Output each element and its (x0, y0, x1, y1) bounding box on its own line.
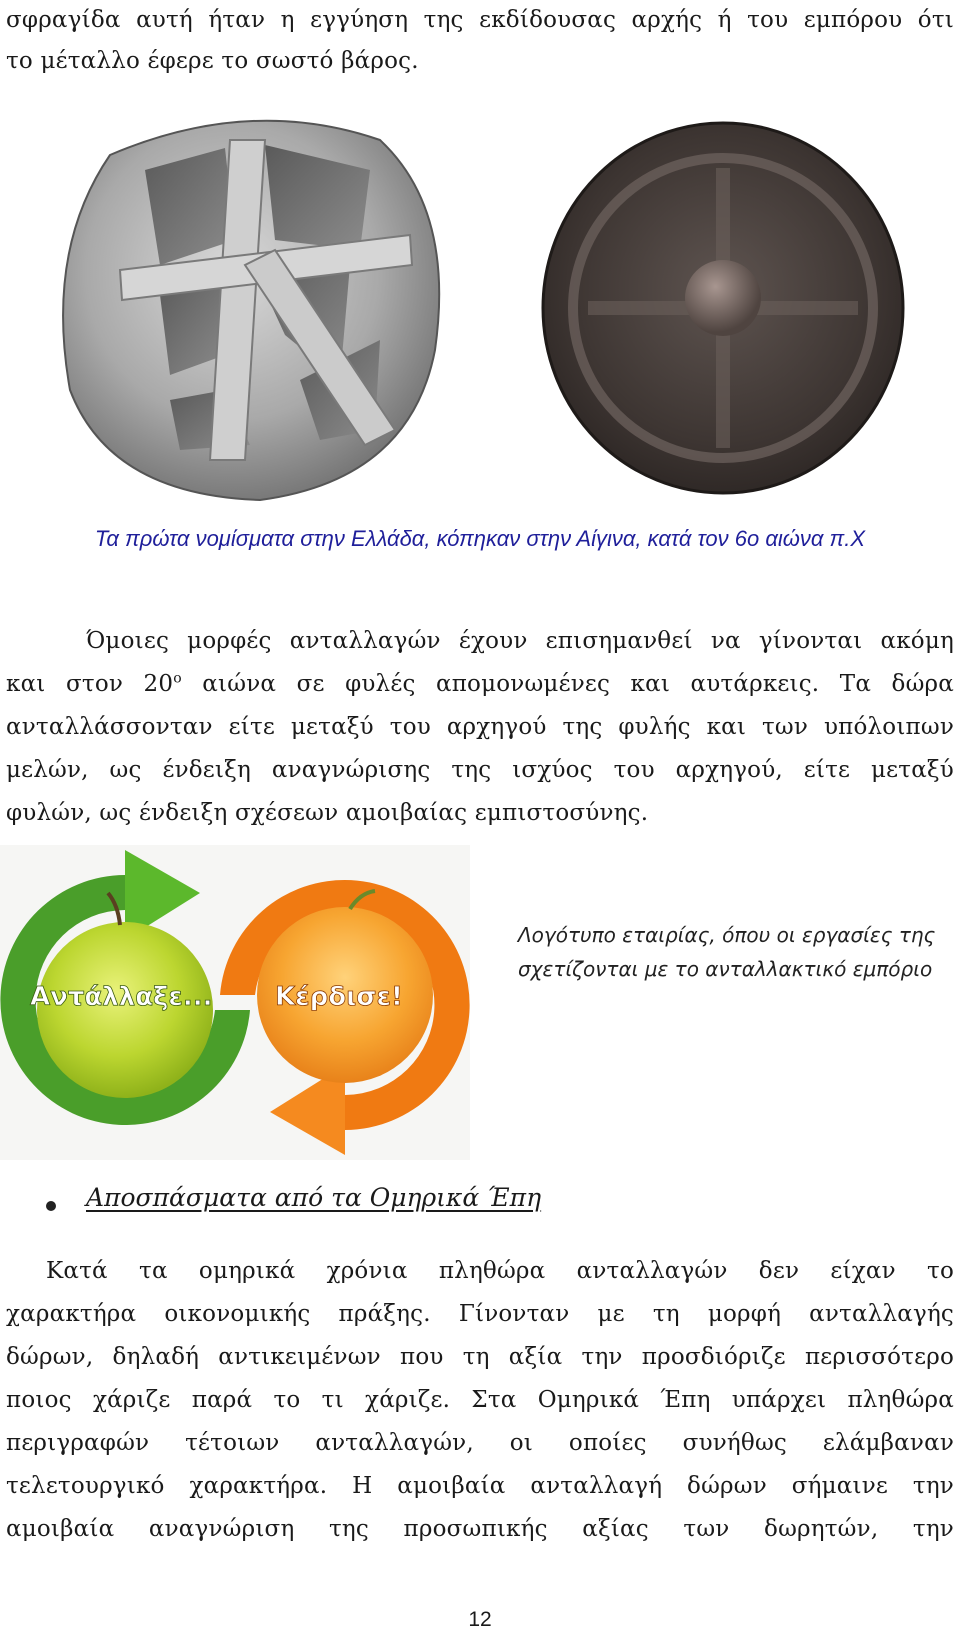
bullet-icon (46, 1201, 56, 1211)
text-line: μελών, ως ένδειξη αναγνώρισης της ισχύος του αρχηγού, είτε μεταξύ (6, 757, 954, 783)
paragraph-tribal-exchanges (6, 620, 954, 835)
text-line: το μέταλλο έφερε το σωστό βάρος. (6, 48, 419, 74)
text-line (6, 1250, 954, 1293)
text-line: τελετουργικό χαρακτήρα. Η αμοιβαία ανταλλαγή δώρων σήμαινε την (6, 1473, 954, 1499)
paragraph-homeric-exchanges (6, 1250, 954, 1551)
text-line: περιγραφών τέτοιων ανταλλαγών, οι οποίες συνήθως ελάμβαναν (6, 1430, 954, 1456)
logo-left-label: Αντάλλαξε... (30, 982, 213, 1012)
exchange-logo-image (0, 845, 470, 1160)
logo-caption (518, 918, 938, 986)
text-line: ποιος χάριζε παρά το τι χάριζε. Στα Ομηρικά Έπη υπάρχει πληθώρα (6, 1387, 954, 1413)
text-line: δώρων, δηλαδή αντικειμένων που τη αξία την προσδιόριζε περισσότερο (6, 1344, 954, 1370)
text-line (6, 663, 954, 706)
text-line-content: αιώνα σε φυλές απομονωμένες και αυτάρκεις. Τα δώρα (181, 671, 954, 697)
ordinal-superscript: ο (173, 670, 182, 687)
text-line: αμοιβαία αναγνώριση της προσωπικής αξίας των δωρητών, την (6, 1516, 954, 1542)
text-line: χαρακτήρα οικονομικής πράξης. Γίνονταν με τη μορφή ανταλλαγής (6, 1301, 954, 1327)
text-line: ανταλλάσσονταν είτε μεταξύ του αρχηγού της φυλής και των υπόλοιπων (6, 714, 954, 740)
paragraph-continued (6, 0, 954, 82)
silver-coin-image (50, 100, 450, 505)
bronze-coin-image (538, 118, 908, 498)
logo-right-label: Κέρδισε! (275, 982, 403, 1012)
logo-caption-line: σχετίζονται με το ανταλλακτικό εμπόριο (518, 957, 933, 981)
text-line: φυλών, ως ένδειξη σχέσεων αμοιβαίας εμπιστοσύνης. (6, 800, 649, 826)
text-line: σφραγίδα αυτή ήταν η εγγύηση της εκδίδουσας αρχής ή του εμπόρου ότι (6, 7, 954, 33)
page-number: 12 (468, 1608, 492, 1631)
text-line-content: Κατά τα ομηρικά χρόνια πληθώρα ανταλλαγών δεν είχαν το (46, 1258, 954, 1284)
text-line-content: Όμοιες μορφές ανταλλαγών έχουν επισημανθεί να γίνονται ακόμη (86, 628, 954, 654)
logo-caption-line: Λογότυπο εταιρίας, όπου οι εργασίες της (518, 923, 936, 947)
coin-caption: Τα πρώτα νομίσματα στην Ελλάδα, κόπηκαν στην Αίγινα, κατά τον 6ο αιώνα π.Χ (94, 526, 866, 551)
section-heading: Αποσπάσματα από τα Ομηρικά Έπη (86, 1183, 542, 1212)
text-line-content: και στον 20 (6, 671, 174, 697)
text-line (6, 620, 954, 663)
